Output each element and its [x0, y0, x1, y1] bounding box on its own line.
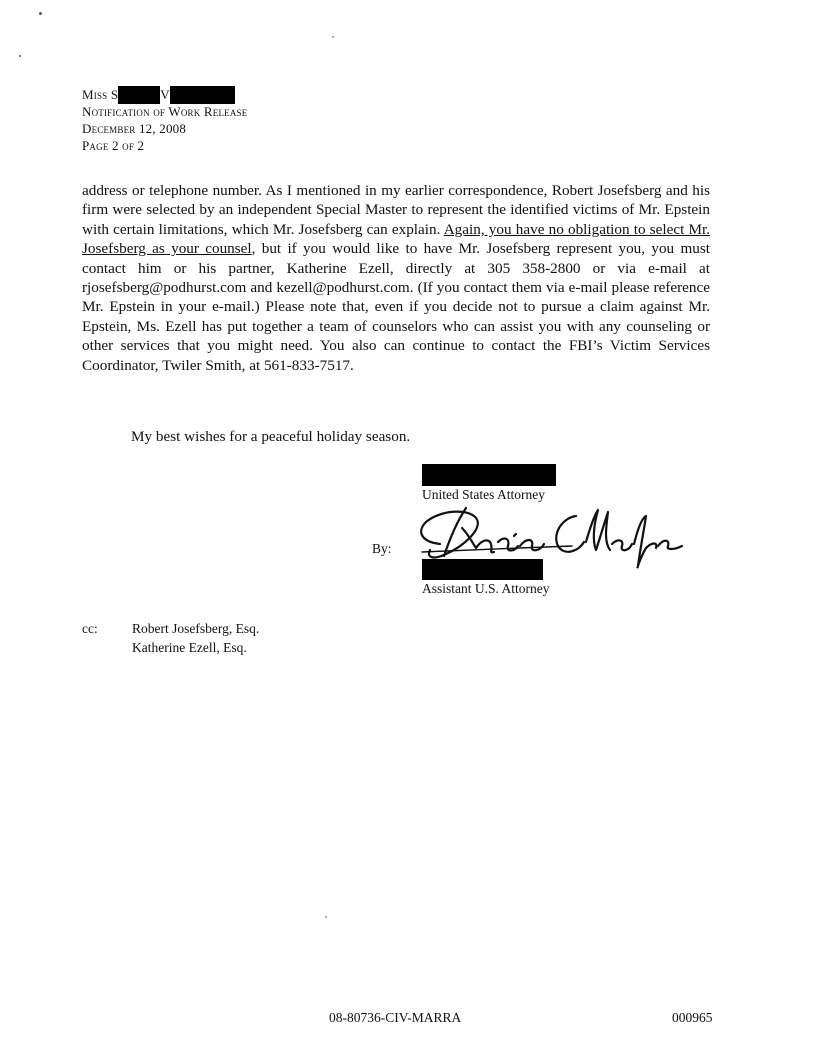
- subject-line: Notification of Work Release: [82, 104, 248, 119]
- page-line: Page 2 of 2: [82, 138, 145, 153]
- cc-label: cc:: [82, 621, 98, 636]
- assistant-title: Assistant U.S. Attorney: [422, 581, 550, 596]
- letter-header: [82, 86, 247, 154]
- date-line: December 12, 2008: [82, 121, 187, 136]
- closing-line: My best wishes for a peaceful holiday season.: [131, 428, 411, 445]
- recipient-line: [82, 86, 247, 103]
- scan-speck: [325, 916, 327, 918]
- footer-bates-number: 000965: [672, 1010, 713, 1025]
- recipient-mid: V: [160, 87, 170, 102]
- scan-speck: [39, 12, 42, 15]
- footer-case-number: 08-80736-CIV-MARRA: [329, 1010, 462, 1025]
- scan-speck: [332, 36, 334, 38]
- redaction-bar: [422, 559, 543, 580]
- redaction-bar: [422, 464, 556, 486]
- signer-title: United States Attorney: [422, 487, 545, 502]
- by-label: By:: [372, 541, 392, 556]
- cc-recipient: Robert Josefsberg, Esq.: [132, 621, 260, 636]
- redaction-bar: [118, 86, 160, 104]
- body-underlined-text: Again, you have no obligation to select Mr. Josefsberg as your counsel: [82, 220, 711, 258]
- body-text-part1: address or telephone number. As I mentioned in my earlier correspondence, Robert Josefsberg and his firm were selected by an independent Special Master to represent the identified victims of Mr. Epstein with certain limitations, which Mr. Josefsberg can explain.: [82, 182, 710, 238]
- redaction-bar: [170, 86, 235, 104]
- body-paragraph: [82, 181, 710, 375]
- body-text-part2: , but if you would like to have Mr. Josefsberg represent you, you must contact him or his partner, Katherine Ezell, directly at 305 358-2800 or via e-mail at rjosefsberg@podhurst.com and kezell@podhurst.com. (If you contact them via e-mail please reference Mr. Epstein in your e-mail.) Please note that, even if you decide not to pursue a claim against Mr. Epstein, Ms. Ezell has put together a team of counselors who can assist you with any counseling or other services that you might need. You also can continue to contact the FBI’s Victim Services Coordinator, Twiler Smith, at 561-833-7517.: [82, 240, 710, 374]
- scan-speck: [19, 55, 21, 57]
- cc-recipient-list: [132, 619, 259, 657]
- cc-recipient: Katherine Ezell, Esq.: [132, 640, 247, 655]
- recipient-prefix: Miss S: [82, 87, 119, 102]
